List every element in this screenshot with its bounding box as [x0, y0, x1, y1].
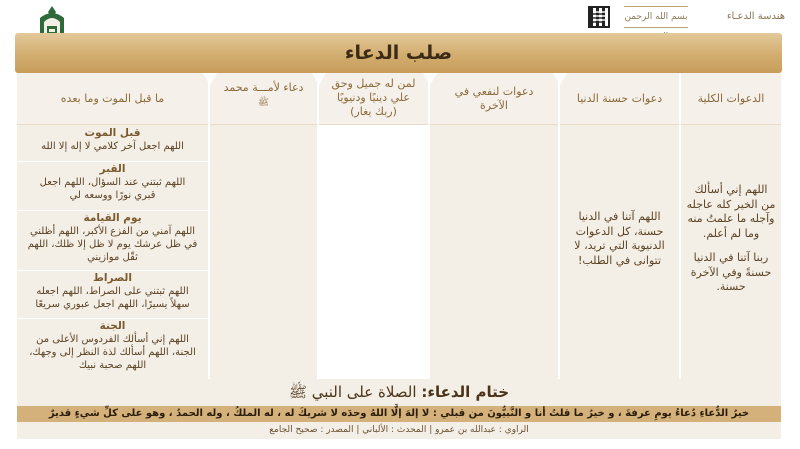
divider [17, 318, 208, 319]
list-item-grave [17, 163, 208, 202]
column-header [319, 73, 428, 125]
text-line: الدنيوية التي تريد، لا [574, 239, 665, 252]
item-heading: قبل الموت [84, 127, 141, 139]
column-body-text [685, 183, 777, 295]
column-body [319, 125, 428, 379]
closing-text: الصلاة على النبي ﷺ [288, 383, 417, 401]
item-text: اللهم إني أسألك الفردوس الأعلى من [36, 334, 189, 345]
page-title: صلب الدعاء [344, 42, 453, 64]
spacer [685, 241, 777, 251]
column-header [17, 73, 208, 125]
column-body [681, 125, 781, 379]
top-bar [0, 0, 800, 33]
item-heading: القبر [99, 163, 126, 175]
column-header-label: دعوات لنفعي في [454, 85, 534, 98]
closing-label: ختام الدعاء: [421, 383, 510, 401]
column-ummah-duas [210, 73, 317, 379]
text-line: تتوانى في الطلب! [577, 253, 662, 267]
text-line: ربنا آتنا في الدنيا [693, 251, 769, 264]
calligraphy-emblem: بسم الله الرحمن [624, 6, 688, 28]
text-line: حسنةً وفي الآخرة [690, 265, 772, 279]
list-item-before-death [17, 127, 208, 153]
column-header [430, 73, 558, 125]
divider [17, 161, 208, 162]
item-heading: الجنة [99, 320, 126, 332]
arrow-marker [312, 73, 326, 85]
item-heading: يوم القيامة [83, 212, 142, 224]
dua-table [17, 73, 781, 379]
list-item-judgment-day [17, 212, 208, 264]
column-header-label: الدعوات الكلية [697, 92, 765, 105]
column-body [560, 125, 679, 379]
column-header-label: علي دينيًا ودنيويًا [336, 91, 410, 104]
arrow-marker [423, 73, 437, 85]
column-body [430, 125, 558, 379]
column-worldly-duas [560, 73, 679, 379]
item-text: اللهم صحبة نبيك [78, 360, 147, 371]
arrow-marker [553, 73, 567, 85]
item-text: قبري نورًا ووسعه لي [69, 190, 156, 201]
column-header-label: ﷺ [258, 98, 269, 108]
item-text: الجنة، اللهم أسألك لذة النظر إلى وجهك، [29, 347, 196, 358]
hadith-text: خيرُ الدُّعاءِ دُعاءُ يومِ عرفةَ ، و خيرُ ما قلتُ أنا و النَّبيُّونَ من قبلي : لا إلهَ إلَّا اللهُ وحدَه لا شريكَ له ، له الملكُ ، وله الحمدُ ، وهو على كلِّ شيءٍ قديرٌ [48, 408, 750, 419]
text-line: من الخير كله عاجله [686, 197, 776, 211]
text-line: اللهم آتنا في الدنيا [578, 210, 661, 223]
text-line: وما لم أعلم. [702, 226, 760, 240]
arrow-marker [203, 73, 217, 85]
column-benefactors-duas [319, 73, 428, 379]
text-line: حسنة، كل الدعوات [575, 224, 664, 238]
column-afterlife-duas [430, 73, 558, 379]
column-body [17, 125, 208, 379]
item-heading: الصراط [93, 272, 132, 284]
text-line: حسنة. [716, 280, 746, 293]
list-item-bridge [17, 272, 208, 311]
divider [17, 270, 208, 271]
column-header-label: دعاء لأمـــة محمد [223, 81, 304, 94]
column-header-label: الآخرة [480, 99, 508, 112]
closing-line [17, 379, 781, 406]
column-header [560, 73, 679, 125]
text-line: وآجله ما علمتُ منه [687, 212, 775, 225]
qr-code-icon [588, 6, 610, 28]
hadith-source: الراوي : عبدالله بن عمرو | المحدث : الألباني | المصدر : صحيح الجامع [269, 425, 529, 435]
brand-name: هندسة الدعـاء [726, 11, 785, 22]
column-death-and-after [17, 73, 208, 379]
divider [17, 210, 208, 211]
list-item-paradise [17, 320, 208, 372]
text-line: اللهم إني أسألك [694, 183, 768, 196]
column-header-label: دعوات حسنة الدنيا [576, 92, 663, 105]
item-text: اللهم ثبتني على الصراط، اللهم اجعله [36, 286, 189, 297]
column-header-label: لمن له جميل وحق [331, 77, 416, 90]
column-header [681, 73, 781, 125]
column-header-label: ما قبل الموت وما بعده [60, 92, 165, 105]
item-text: ثقّل موازيني [87, 252, 138, 263]
item-text: اللهم آمني من الفزع الأكبر، اللهم أظلني [29, 226, 196, 237]
item-text: اللهم اجعل آخر كلامي لا إله إلا الله [41, 141, 184, 152]
column-body-text [566, 210, 673, 268]
item-text: اللهم ثبتني عند السؤال، اللهم اجعل [39, 177, 186, 188]
item-text: سهلاً يسيرًا، اللهم اجعل عبوري سريعًا [35, 299, 190, 310]
column-header-label: (ربك يغار) [350, 105, 397, 118]
column-body [210, 125, 317, 379]
column-header [210, 73, 317, 125]
item-text: في ظل عرشك يوم لا ظل إلا ظلك، اللهم [27, 239, 198, 250]
column-comprehensive-duas [681, 73, 781, 379]
